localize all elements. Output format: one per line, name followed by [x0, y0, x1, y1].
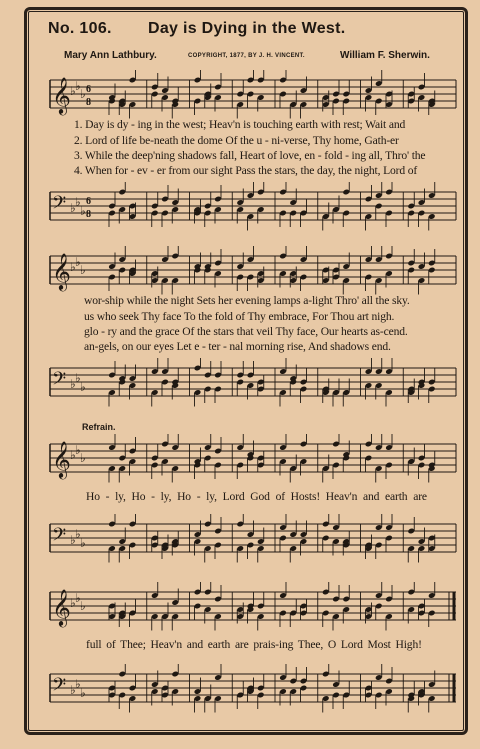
svg-text:♭: ♭: [80, 536, 86, 550]
svg-text:6: 6: [86, 196, 91, 207]
svg-text:♭: ♭: [75, 255, 81, 269]
staff-treble-3: [0, 434, 480, 484]
verse-line-3: 3. While the deep'ning shadows fall, Heart of love, en - fold - ing all, Thro' the: [74, 149, 426, 162]
verse-line-5: wor-ship while the night Sets her evening lamps a-light Thro' all the sky.: [84, 294, 410, 307]
staff-bass-1: [0, 182, 480, 232]
svg-text:♭: ♭: [80, 263, 86, 277]
verse-line-2: 2. Lord of life be-neath the dome Of the u - ni-verse, Thy home, Gath-er: [74, 134, 399, 147]
hymn-title: Day is Dying in the West.: [148, 20, 346, 37]
verse-line-4: 4. When for - ev - er from our sight Pass the stars, the day, the night, Lord of: [74, 164, 418, 177]
svg-text:8: 8: [86, 97, 91, 108]
svg-text:♭: ♭: [75, 371, 81, 385]
svg-text:♭: ♭: [75, 677, 81, 691]
refrain-line-2: full of Thee; Heav'n and earth are prais-ing Thee, O Lord Most High!: [86, 638, 422, 651]
staff-treble-1: [0, 70, 480, 120]
svg-text:♭: ♭: [70, 683, 76, 697]
svg-text:6: 6: [86, 84, 91, 95]
staff-treble-2: [0, 246, 480, 296]
verse-line-7: glo - ry and the grace Of the stars that veil Thy face, Our hearts as-cend.: [84, 325, 408, 338]
copyright-notice: COPYRIGHT, 1877, BY J. H. VINCENT.: [188, 53, 305, 59]
svg-text:8: 8: [86, 209, 91, 220]
svg-text:♭: ♭: [80, 599, 86, 613]
svg-text:♭: ♭: [70, 596, 76, 610]
staff-bass-4: [0, 664, 480, 714]
svg-text:♭: ♭: [75, 443, 81, 457]
svg-text:𝄞: 𝄞: [52, 440, 71, 478]
svg-text:𝄢: 𝄢: [52, 674, 67, 699]
composer-credit: William F. Sherwin.: [340, 50, 430, 61]
svg-text:♭: ♭: [75, 527, 81, 541]
lyricist-credit: Mary Ann Lathbury.: [64, 50, 157, 61]
svg-text:𝄢: 𝄢: [52, 368, 67, 393]
svg-text:♭: ♭: [80, 686, 86, 700]
svg-text:𝄢: 𝄢: [52, 524, 67, 549]
svg-text:𝄞: 𝄞: [52, 588, 71, 626]
verse-line-1: 1. Day is dy - ing in the west; Heav'n is touching earth with rest; Wait and: [74, 118, 406, 131]
svg-text:𝄞: 𝄞: [52, 252, 71, 290]
verse-line-8: an-gels, on our eyes Let e - ter - nal morning rise, And shadows end.: [84, 340, 391, 353]
svg-text:♭: ♭: [70, 201, 76, 215]
svg-text:♭: ♭: [80, 380, 86, 394]
flat-icon: ♭: [70, 84, 76, 98]
verse-line-6: us who seek Thy face To the fold of Thy embrace, For Thou art nigh.: [84, 310, 395, 323]
svg-text:♭: ♭: [70, 448, 76, 462]
svg-text:♭: ♭: [80, 204, 86, 218]
svg-text:♭: ♭: [70, 260, 76, 274]
refrain-line-1: Ho - ly, Ho - ly, Ho - ly, Lord God of Hosts! Heav'n and earth are: [86, 490, 427, 503]
refrain-label: Refrain.: [82, 422, 116, 432]
bass-clef-icon: 𝄢: [52, 192, 67, 217]
staff-treble-4: [0, 582, 480, 632]
hymn-number: No. 106.: [48, 20, 112, 37]
staff-bass-3: [0, 514, 480, 564]
svg-text:♭: ♭: [70, 533, 76, 547]
staff-bass-2: [0, 358, 480, 408]
svg-text:♭: ♭: [75, 79, 81, 93]
svg-text:♭: ♭: [75, 591, 81, 605]
treble-clef-icon: 𝄞: [52, 76, 71, 114]
svg-text:♭: ♭: [75, 195, 81, 209]
svg-text:♭: ♭: [80, 87, 86, 101]
svg-text:♭: ♭: [80, 451, 86, 465]
svg-text:♭: ♭: [70, 377, 76, 391]
